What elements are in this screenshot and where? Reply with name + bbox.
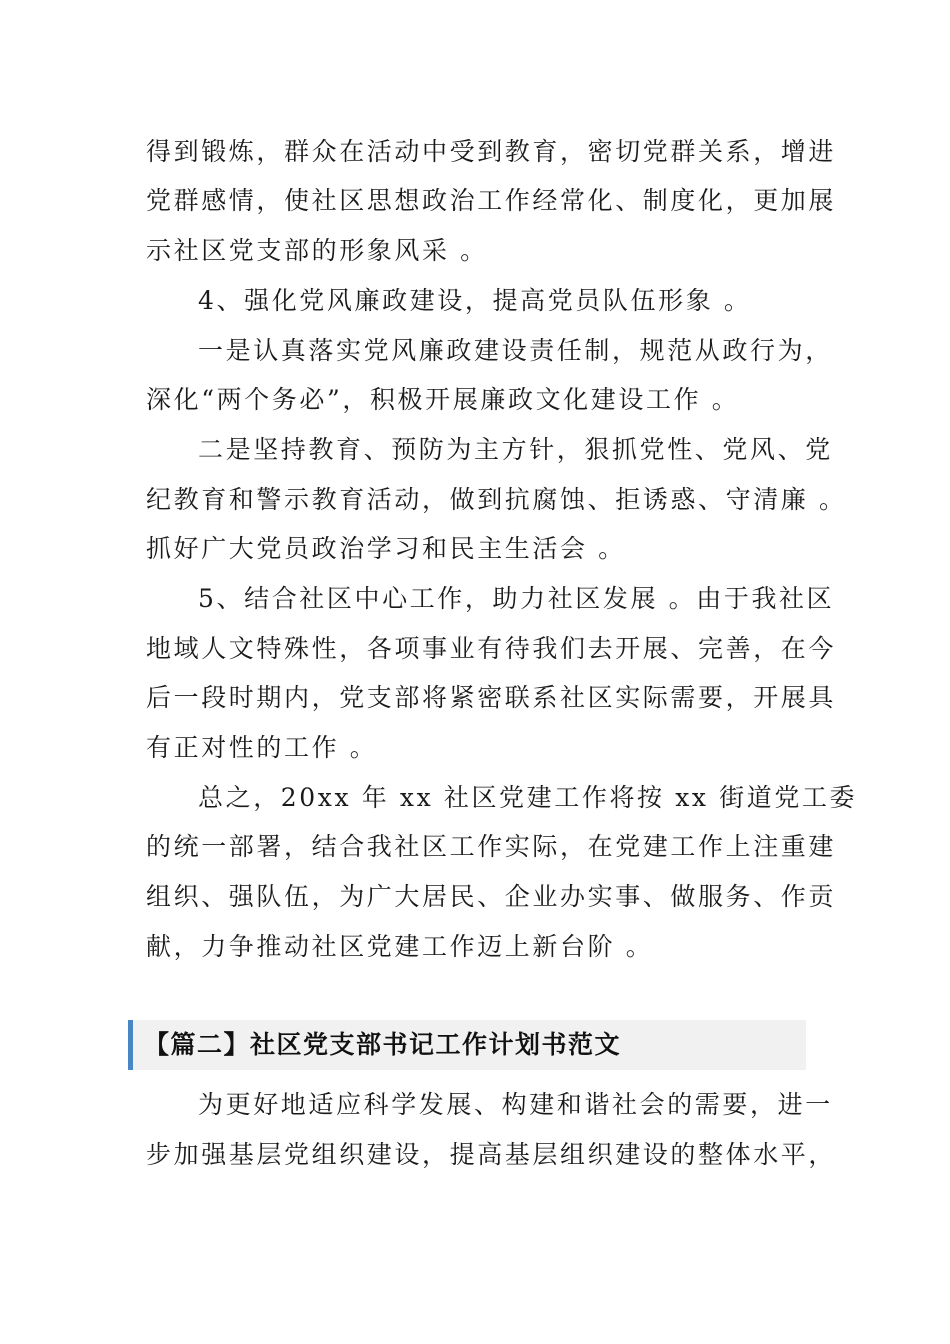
body-text-line: 为更好地适应科学发展、构建和谐社会的需要，进一 (198, 1090, 833, 1119)
body-text-line: 示社区党支部的形象风采 。 (146, 236, 488, 265)
body-text-line: 总之，20xx 年 xx 社区党建工作将按 xx 街道党工委 (198, 783, 858, 812)
body-text-line: 地域人文特殊性，各项事业有待我们去开展、完善，在今 (146, 634, 837, 663)
body-text-line: 二是坚持教育、预防为主方针，狠抓党性、党风、党 (198, 435, 833, 464)
body-text-line: 得到锻炼，群众在活动中受到教育，密切党群关系，增进 (146, 137, 837, 166)
body-text-line: 党群感情，使社区思想政治工作经常化、制度化，更加展 (146, 186, 837, 215)
body-text-line: 一是认真落实党风廉政建设责任制，规范从政行为， (198, 336, 833, 365)
body-text-line: 献，力争推动社区党建工作迈上新台阶 。 (146, 932, 654, 961)
body-text-line: 有正对性的工作 。 (146, 733, 378, 762)
body-text-line: 后一段时期内，党支部将紧密联系社区实际需要，开展具 (146, 683, 837, 712)
heading-accent-bar (128, 1020, 133, 1070)
section-heading (128, 1020, 806, 1070)
body-text-line: 步加强基层党组织建设，提高基层组织建设的整体水平， (146, 1140, 837, 1169)
body-text-line: 组织、强队伍，为广大居民、企业办实事、做服务、作贡 (146, 882, 837, 911)
section-heading-title: 【篇二】社区党支部书记工作计划书范文 (144, 1030, 622, 1059)
body-text-line: 深化“两个务必”，积极开展廉政文化建设工作 。 (146, 385, 740, 414)
body-text-line: 纪教育和警示教育活动，做到抗腐蚀、拒诱惑、守清廉 。 (146, 485, 847, 514)
body-text-line: 的统一部署，结合我社区工作实际，在党建工作上注重建 (146, 832, 837, 861)
body-text-line: 5、结合社区中心工作，助力社区发展 。由于我社区 (198, 584, 835, 613)
body-text-line: 抓好广大党员政治学习和民主生活会 。 (146, 534, 626, 563)
body-text-line: 4、强化党风廉政建设，提高党员队伍形象 。 (198, 286, 752, 315)
